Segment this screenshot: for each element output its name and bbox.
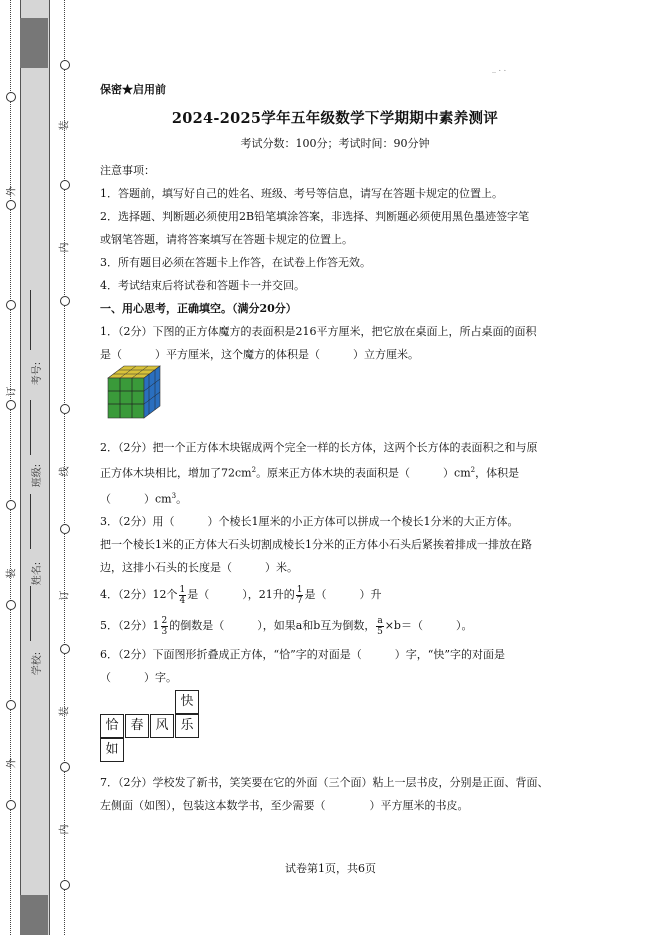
q2-text: （ ）cm (100, 492, 172, 506)
binding-hole (60, 880, 70, 890)
question-6-line: （ ）字。 (100, 671, 177, 685)
net-cell: 如 (100, 738, 124, 762)
net-cell: 春 (125, 714, 149, 738)
net-cell: 快 (175, 690, 199, 714)
q2-text: 正方体木块相比，增加了72cm (100, 466, 252, 480)
question-3-line: 边，这排小石头的长度是（ ）米。 (100, 561, 298, 575)
question-7-line: 左侧面（如图），包装这本数学书，至少需要（ ）平方厘米的书皮。 (100, 799, 469, 813)
field-line[interactable] (30, 494, 31, 549)
notice-heading: 注意事项： (100, 164, 155, 177)
question-1-line: 1．（2分）下图的正方体魔方的表面积是216平方厘米，把它放在桌面上，所占桌面的面积 (100, 325, 537, 338)
notice-item: 4．考试结束后将试卷和答题卡一并交回。 (100, 279, 305, 292)
denominator: 4 (179, 595, 186, 606)
net-cell: 乐 (175, 714, 199, 738)
field-line[interactable] (30, 586, 31, 641)
binding-hole (60, 180, 70, 190)
net-cell: 风 (150, 714, 174, 738)
binding-hole (6, 300, 16, 310)
question-2-line (100, 485, 570, 511)
gutter-label: 装 (59, 706, 71, 717)
binding-hole (6, 92, 16, 102)
denominator: 7 (296, 595, 303, 606)
question-3-line: 3．（2分）用（ ）个棱长1厘米的小正方体可以拼成一个棱长1分米的大正方体。 (100, 515, 519, 529)
binding-hole (60, 404, 70, 414)
binding-hole (6, 700, 16, 710)
fraction (179, 585, 187, 606)
superscript: 2 (470, 466, 476, 474)
field-label-exam-number: 考号: (32, 361, 44, 386)
gutter-label: 订 (59, 590, 71, 601)
q2-text: 。 (176, 492, 188, 506)
q2-text: 。原来正方体木块的表面积是（ ）cm (256, 466, 471, 480)
binding-hole (60, 762, 70, 772)
binding-hole (60, 644, 70, 654)
question-1-line: 是（ ）平方厘米，这个魔方的体积是（ ）立方厘米。 (100, 348, 419, 361)
numerator: 1 (296, 584, 303, 595)
question-2-line (100, 459, 570, 485)
question-5-line (100, 614, 570, 637)
binding-hole (6, 500, 16, 510)
question-6-line: 6．（2分）下面图形折叠成正方体，“恰”字的对面是（ ）字，“快”字的对面是 (100, 648, 505, 662)
binding-hole (6, 200, 16, 210)
field-line[interactable] (30, 290, 31, 350)
gutter-label: 装 (6, 568, 18, 579)
q4-text: 是（ ）升 (304, 588, 382, 602)
page-footer: 试卷第1页，共6页 (285, 862, 376, 875)
q4-text: 4．（2分）12个 (100, 588, 178, 602)
binding-hole (6, 600, 16, 610)
gutter-label: 线 (59, 466, 71, 477)
binding-hole (60, 524, 70, 534)
question-2-line: 2．（2分）把一个正方体木块锯成两个完全一样的长方体，这两个长方体的表面积之和与原 (100, 441, 538, 454)
secret-label: 保密★启用前 (100, 83, 166, 96)
notice-item: 3．所有题目必须在答题卡上作答，在试卷上作答无效。 (100, 256, 371, 269)
question-4-line (100, 583, 570, 606)
rubiks-cube-figure (102, 362, 162, 422)
question-3-line: 把一个棱长1米的正方体大石头切割成棱长1分米的正方体小石头后紧挨着排成一排放在路 (100, 538, 532, 552)
gutter-label: 内 (59, 824, 71, 835)
exam-meta: 考试分数：100分；考试时间：90分钟 (240, 137, 430, 150)
section-heading: 一、用心思考，正确填空。（满分20分） (100, 302, 297, 315)
binding-hole (6, 800, 16, 810)
question-7-line: 7．（2分）学校发了新书，笑笑要在它的外面（三个面）粘上一层书皮，分别是正面、背面、 (100, 776, 549, 790)
gutter-label: 装 (59, 120, 71, 131)
superscript: 2 (251, 466, 257, 474)
binding-hole (60, 60, 70, 70)
notice-item: 2．选择题、判断题必须使用2B铅笔填涂答案，非选择、判断题必须使用黑色墨迹签字笔 (100, 210, 530, 223)
binding-hole (60, 296, 70, 306)
fraction (376, 616, 383, 637)
net-cell: 恰 (100, 714, 124, 738)
gutter-label: 内 (59, 242, 71, 253)
denominator: 5 (377, 626, 383, 637)
gutter-dark-block-top (20, 18, 48, 68)
gutter-label: 外 (6, 758, 18, 769)
numerator: 2 (161, 615, 168, 626)
binding-hole (6, 400, 16, 410)
notice-item: 或钢笔答题，请将答案填写在答题卡规定的位置上。 (100, 233, 353, 246)
numerator: 1 (179, 584, 186, 595)
binding-gutter (0, 0, 78, 935)
q4-text: 是（ ），21升的 (187, 588, 295, 602)
field-line[interactable] (30, 400, 31, 455)
q5-text: ×b＝（ ）。 (384, 619, 473, 633)
exam-title: 2024-2025学年五年级数学下学期期中素养测评 (171, 110, 499, 127)
superscript: 3 (171, 491, 177, 500)
gutter-dark-block-bottom (20, 895, 48, 935)
field-label-name: 姓名: (32, 561, 44, 586)
numerator: a (377, 615, 383, 626)
q5-text: 5．（2分）1 (100, 619, 160, 633)
notice-item: 1．答题前，填写好自己的姓名、班级、考号等信息，请写在答题卡规定的位置上。 (100, 187, 503, 200)
figure-space (100, 366, 570, 436)
q5-text: 的倒数是（ ），如果a和b互为倒数， (169, 619, 376, 633)
field-label-school: 学校: (32, 651, 44, 676)
q2-text: ，体积是 (475, 466, 520, 480)
gutter-label: 外 (6, 186, 18, 197)
fraction (296, 585, 304, 606)
corner-mark: _ . . (492, 64, 507, 73)
exam-page (100, 78, 570, 817)
outer-dotted-line (10, 0, 11, 935)
field-label-class: 班级: (32, 463, 44, 488)
denominator: 3 (161, 626, 168, 637)
fraction (161, 616, 169, 637)
gutter-label: 订 (6, 386, 18, 397)
